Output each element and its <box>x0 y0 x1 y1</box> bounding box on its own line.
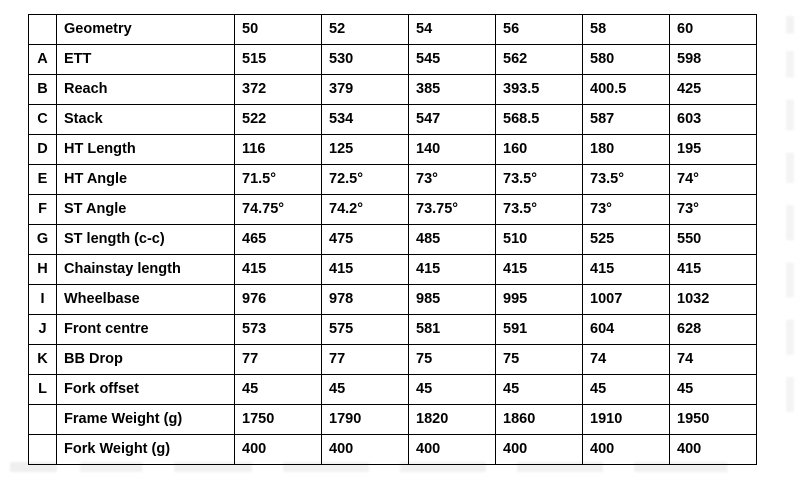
table-body <box>29 45 757 465</box>
cell-value: 72.5° <box>322 165 409 195</box>
cell-value: 573 <box>235 315 322 345</box>
row-letter: G <box>29 225 57 255</box>
cell-value: 400 <box>322 435 409 465</box>
cell-value: 77 <box>235 345 322 375</box>
table-row <box>29 315 757 345</box>
cell-value: 580 <box>583 45 670 75</box>
row-label: Chainstay length <box>57 255 235 285</box>
cell-value: 591 <box>496 315 583 345</box>
cell-value: 415 <box>670 255 757 285</box>
cell-value: 530 <box>322 45 409 75</box>
row-label: ETT <box>57 45 235 75</box>
row-label: Stack <box>57 105 235 135</box>
header-size-52: 52 <box>322 15 409 45</box>
cell-value: 73° <box>670 195 757 225</box>
cell-value: 465 <box>235 225 322 255</box>
cell-value: 1820 <box>409 405 496 435</box>
cell-value: 985 <box>409 285 496 315</box>
cell-value: 379 <box>322 75 409 105</box>
row-label: HT Length <box>57 135 235 165</box>
row-label: Frame Weight (g) <box>57 405 235 435</box>
row-letter <box>29 435 57 465</box>
row-label: ST length (c-c) <box>57 225 235 255</box>
table-row <box>29 45 757 75</box>
cell-value: 550 <box>670 225 757 255</box>
cell-value: 400 <box>496 435 583 465</box>
cell-value: 75 <box>409 345 496 375</box>
cell-value: 180 <box>583 135 670 165</box>
row-label: Front centre <box>57 315 235 345</box>
header-size-54: 54 <box>409 15 496 45</box>
table-row <box>29 225 757 255</box>
table-row <box>29 285 757 315</box>
page-bottom-artifact <box>10 462 790 472</box>
cell-value: 400.5 <box>583 75 670 105</box>
row-label: HT Angle <box>57 165 235 195</box>
cell-value: 628 <box>670 315 757 345</box>
row-letter <box>29 405 57 435</box>
cell-value: 568.5 <box>496 105 583 135</box>
row-letter: D <box>29 135 57 165</box>
row-letter: B <box>29 75 57 105</box>
cell-value: 73.5° <box>496 195 583 225</box>
geometry-table <box>28 14 757 465</box>
cell-value: 385 <box>409 75 496 105</box>
cell-value: 525 <box>583 225 670 255</box>
cell-value: 400 <box>670 435 757 465</box>
row-label: Fork offset <box>57 375 235 405</box>
table-row <box>29 195 757 225</box>
cell-value: 1790 <box>322 405 409 435</box>
row-letter: K <box>29 345 57 375</box>
cell-value: 581 <box>409 315 496 345</box>
cell-value: 603 <box>670 105 757 135</box>
cell-value: 73° <box>583 195 670 225</box>
table-header-row <box>29 15 757 45</box>
cell-value: 475 <box>322 225 409 255</box>
cell-value: 978 <box>322 285 409 315</box>
row-letter: I <box>29 285 57 315</box>
cell-value: 73° <box>409 165 496 195</box>
cell-value: 604 <box>583 315 670 345</box>
cell-value: 1007 <box>583 285 670 315</box>
cell-value: 77 <box>322 345 409 375</box>
cell-value: 74.75° <box>235 195 322 225</box>
cell-value: 73.75° <box>409 195 496 225</box>
cell-value: 75 <box>496 345 583 375</box>
table-row <box>29 135 757 165</box>
table-row <box>29 405 757 435</box>
cell-value: 400 <box>409 435 496 465</box>
row-label: Wheelbase <box>57 285 235 315</box>
header-size-58: 58 <box>583 15 670 45</box>
cell-value: 425 <box>670 75 757 105</box>
header-size-60: 60 <box>670 15 757 45</box>
cell-value: 1032 <box>670 285 757 315</box>
table-row <box>29 435 757 465</box>
row-letter: A <box>29 45 57 75</box>
cell-value: 45 <box>670 375 757 405</box>
row-letter: E <box>29 165 57 195</box>
row-label: ST Angle <box>57 195 235 225</box>
table-header <box>29 15 757 45</box>
cell-value: 510 <box>496 225 583 255</box>
header-letter-cell <box>29 15 57 45</box>
header-size-50: 50 <box>235 15 322 45</box>
row-label: BB Drop <box>57 345 235 375</box>
cell-value: 415 <box>235 255 322 285</box>
cell-value: 1910 <box>583 405 670 435</box>
table-row <box>29 75 757 105</box>
header-label-cell: Geometry <box>57 15 235 45</box>
cell-value: 73.5° <box>496 165 583 195</box>
cell-value: 45 <box>235 375 322 405</box>
row-letter: J <box>29 315 57 345</box>
cell-value: 522 <box>235 105 322 135</box>
cell-value: 125 <box>322 135 409 165</box>
cell-value: 587 <box>583 105 670 135</box>
table-row <box>29 375 757 405</box>
cell-value: 393.5 <box>496 75 583 105</box>
cell-value: 1750 <box>235 405 322 435</box>
cell-value: 598 <box>670 45 757 75</box>
cell-value: 45 <box>409 375 496 405</box>
row-label: Reach <box>57 75 235 105</box>
cell-value: 195 <box>670 135 757 165</box>
page-right-artifact <box>786 16 794 456</box>
cell-value: 73.5° <box>583 165 670 195</box>
cell-value: 976 <box>235 285 322 315</box>
cell-value: 45 <box>322 375 409 405</box>
cell-value: 1860 <box>496 405 583 435</box>
table-row <box>29 105 757 135</box>
cell-value: 116 <box>235 135 322 165</box>
cell-value: 71.5° <box>235 165 322 195</box>
cell-value: 45 <box>496 375 583 405</box>
row-letter: C <box>29 105 57 135</box>
cell-value: 415 <box>409 255 496 285</box>
cell-value: 74° <box>670 165 757 195</box>
row-letter: F <box>29 195 57 225</box>
cell-value: 74 <box>670 345 757 375</box>
header-size-56: 56 <box>496 15 583 45</box>
cell-value: 45 <box>583 375 670 405</box>
cell-value: 415 <box>322 255 409 285</box>
cell-value: 534 <box>322 105 409 135</box>
cell-value: 415 <box>583 255 670 285</box>
cell-value: 74 <box>583 345 670 375</box>
table-row <box>29 165 757 195</box>
cell-value: 545 <box>409 45 496 75</box>
cell-value: 372 <box>235 75 322 105</box>
cell-value: 515 <box>235 45 322 75</box>
cell-value: 995 <box>496 285 583 315</box>
cell-value: 400 <box>583 435 670 465</box>
row-letter: H <box>29 255 57 285</box>
cell-value: 562 <box>496 45 583 75</box>
cell-value: 485 <box>409 225 496 255</box>
cell-value: 575 <box>322 315 409 345</box>
table-row <box>29 255 757 285</box>
cell-value: 74.2° <box>322 195 409 225</box>
cell-value: 140 <box>409 135 496 165</box>
cell-value: 1950 <box>670 405 757 435</box>
cell-value: 415 <box>496 255 583 285</box>
table-row <box>29 345 757 375</box>
row-label: Fork Weight (g) <box>57 435 235 465</box>
cell-value: 547 <box>409 105 496 135</box>
row-letter: L <box>29 375 57 405</box>
cell-value: 160 <box>496 135 583 165</box>
cell-value: 400 <box>235 435 322 465</box>
